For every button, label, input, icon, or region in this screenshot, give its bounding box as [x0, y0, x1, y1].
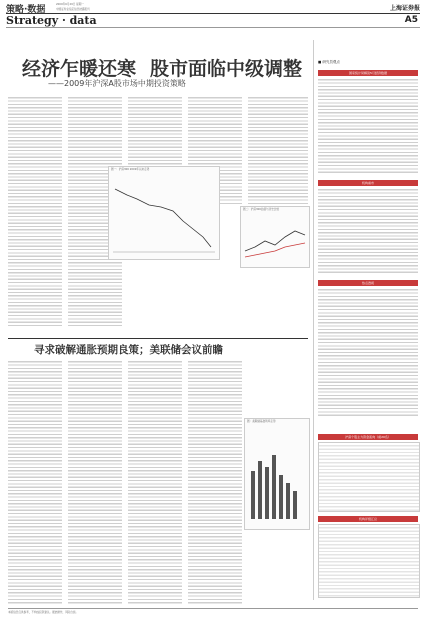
- sidebar-table1-title: 沪深个股主力资金流向（前20名）: [318, 434, 418, 440]
- article-col-1: [8, 96, 62, 328]
- section-bar: [6, 13, 420, 28]
- chart-2-title: 图二：沪深300估值与历史比较: [243, 208, 280, 211]
- chart-2-graphic: [241, 217, 309, 265]
- sidebar-table2-title: 机构评级汇总: [318, 516, 418, 522]
- masthead: [0, 0, 426, 42]
- chart-1-title: 图一：沪深300 2009年以来走势: [111, 168, 150, 171]
- second-chart-graphic: [245, 431, 309, 527]
- headline-subtitle: ——2009年沪深A股市场中期投资策略: [48, 79, 186, 88]
- second-col-4: [188, 360, 242, 604]
- second-chart-bar: [258, 461, 262, 519]
- second-col-3: [128, 360, 182, 604]
- second-chart-title: 图：美联储基准利率走势: [247, 420, 276, 423]
- sidebar-box3-title: 热点透视: [318, 280, 418, 286]
- second-chart-bar: [251, 471, 255, 519]
- sidebar-box1-body: [318, 78, 418, 174]
- date-line: 2009年6月29日 星期一: [56, 3, 84, 6]
- headline-left: 经济乍暖还寒: [22, 58, 137, 80]
- second-story-headline: 寻求破解通胀预期良策；美联储会议前瞻: [34, 344, 223, 356]
- second-col-1: [8, 360, 62, 604]
- section-title-en: Strategy · data: [6, 14, 97, 27]
- second-chart: [244, 418, 310, 530]
- sidebar-table2: [318, 524, 420, 598]
- sidebar-table1: [318, 442, 420, 512]
- page-number: A5: [404, 15, 418, 25]
- chart-2-line-a: [245, 231, 305, 251]
- second-chart-bar: [286, 483, 290, 519]
- sidebar-box2-body: [318, 188, 418, 274]
- second-chart-bar: [265, 467, 269, 519]
- article-col-5: [248, 96, 308, 206]
- sidebar-top-label: ■ 研究员观点: [318, 60, 340, 64]
- main-headline: [8, 54, 308, 94]
- footer: 本版信息仅供参考，不构成投资建议。据此操作，风险自担。: [8, 608, 418, 615]
- second-chart-bar: [272, 455, 276, 519]
- second-story-rule: [8, 338, 308, 339]
- banner-text: 中国证券业指定信息披露报刊: [56, 8, 90, 11]
- sidebar-box1-title: 国家统计局解读5月经济数据: [318, 70, 418, 76]
- sidebar: [313, 40, 420, 600]
- second-story: [8, 338, 308, 604]
- second-chart-bar: [293, 491, 297, 519]
- chart-1-line: [115, 189, 211, 247]
- chart-2: [240, 206, 310, 268]
- logo: 上海证券报: [390, 5, 421, 12]
- sidebar-box2-title: 机构看市: [318, 180, 418, 186]
- second-chart-bar: [279, 475, 283, 519]
- sidebar-box3-body: [318, 288, 418, 418]
- chart-1-graphic: [109, 177, 219, 257]
- headline-right: 股市面临中级调整: [150, 58, 303, 80]
- section-label: 策略·数据: [6, 5, 46, 15]
- second-col-2: [68, 360, 122, 604]
- chart-1: [108, 166, 220, 260]
